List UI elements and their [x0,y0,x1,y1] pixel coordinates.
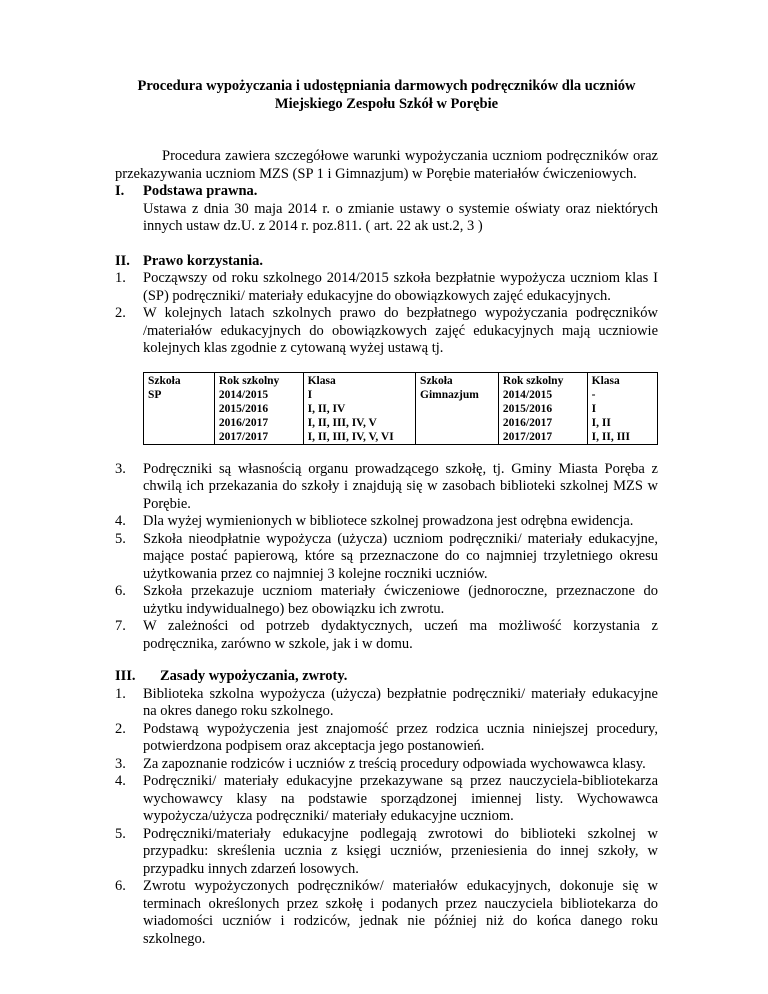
sp-class-cell [303,372,415,444]
sp-class-value: I, II, III, IV, V [307,416,377,429]
list-item [115,686,658,721]
list-item-text: Biblioteka szkolna wypożycza (użycza) bezpłatnie podręczniki/ materiały edukacyjne na okres danego roku szkolnego. [143,685,658,719]
section-3-list [115,686,658,949]
section-1-title: Podstawa prawna. [143,183,258,199]
list-item-text: Podręczniki/ materiały edukacyjne przekazywane są przez nauczyciela-bibliotekarza wychowawcy klasy na podstawie sporządzonej imiennej listy. Wychowawca wypożycza/użycza podręczniki/ materiały edukacyjne uczniom. [143,773,658,824]
gim-year-header: Rok szkolny [502,374,564,387]
list-item-number: 2. [115,720,126,737]
list-item-number: 4. [115,773,126,789]
list-item [115,721,658,756]
title-line-2: Miejskiego Zespołu Szkół w Porębie [274,95,499,112]
list-item-text: Dla wyżej wymienionych w bibliotece szkolnej prowadzona jest odrębna ewidencja. [143,513,634,529]
gim-school-name: Gimnazjum [420,388,479,401]
list-item-text: Za zapoznanie rodziców i uczniów z treścią procedury odpowiada wychowawca klasy. [143,755,646,772]
list-item-number: 7. [115,618,126,634]
list-item-text: Podręczniki/materiały edukacyjne podlegają zwrotowi do biblioteki szkolnej w przypadku: skreślenia ucznia z księgi uczniów, przeniesienia do innej szkoły, w przypadku innych zdarzeń losowych. [143,825,658,877]
list-item [115,305,658,358]
gim-class-value: I [591,402,597,415]
section-3-title: Zasady wypożyczania, zwroty. [160,668,348,684]
gim-year-value: 2014/2015 [502,388,553,401]
list-item [115,773,658,826]
list-item [115,513,658,531]
sp-school-cell [144,372,215,444]
sp-class-header: Klasa [307,374,336,387]
list-item-number: 1. [115,270,126,286]
gim-year-value: 2016/2017 [502,416,553,429]
sp-year-value: 2015/2016 [218,402,269,415]
sp-year-value: 2016/2017 [218,416,269,429]
sp-school-name: SP [148,388,162,401]
section-1-text: Ustawa z dnia 30 maja 2014 r. o zmianie ustawy o systemie oświaty oraz niektórych innych ustaw dz.U. z 2014 r. poz.811. ( art. 22 ak ust.2, 3 ) [143,200,658,234]
gim-year-cell [498,372,587,444]
gim-class-value: - [591,388,596,401]
section-2-title: Prawo korzystania. [143,252,264,269]
section-3-heading [115,668,658,686]
section-1-number: I. [115,183,125,199]
gim-year-value: 2015/2016 [502,402,553,415]
section-2-heading [115,253,658,271]
section-3-number: III. [115,668,136,684]
list-item [115,618,658,653]
list-item [115,583,658,618]
sp-class-value: I, II, III, IV, V, VI [307,430,394,443]
sp-class-value: I [307,388,313,401]
sp-year-cell [214,372,303,444]
table-row [144,372,658,444]
gim-school-header: Szkoła [420,374,453,387]
list-item [115,756,658,774]
list-item-number: 6. [115,878,126,894]
gim-year-value: 2017/2017 [502,430,553,443]
section-2-number: II. [115,252,130,269]
list-item-text: W kolejnych latach szkolnych prawo do bezpłatnego wypożyczania podręczników /materiałów edukacyjnych do obowiązkowych zajęć edukacyjnych mają uczniowie kolejnych klas zgodnie z cytowaną wyżej ustawą tj. [143,305,658,356]
list-item-text: Podstawą wypożyczenia jest znajomość przez rodzica ucznia niniejszej procedury, potwierdzona podpisem oraz akceptacja jego postanowień. [143,720,658,754]
list-item-text: Podręczniki są własnością organu prowadzącego szkołę, tj. Gminy Miasta Poręba z chwilą ich przekazania do szkoły i znajdują się w zasobach biblioteki szkolnej MZS w Porębie. [143,460,658,512]
gim-class-value: I, II [591,416,611,429]
list-item-number: 5. [115,530,126,547]
list-item [115,878,658,948]
gim-class-header: Klasa [591,374,620,387]
list-item [115,826,658,879]
document-title [115,78,658,113]
section-2 [115,253,658,654]
title-line-1: Procedura wypożyczania i udostępniania darmowych podręczników dla uczniów [137,78,636,94]
section-2-list-b [115,461,658,654]
section-1-heading [115,183,658,201]
list-item-number: 3. [115,460,126,477]
sp-year-value: 2017/2017 [218,430,269,443]
sp-year-value: 2014/2015 [218,388,269,401]
intro-paragraph: Procedura zawiera szczegółowe warunki wypożyczania uczniom podręczników oraz przekazywania uczniom MZS (SP 1 i Gimnazjum) w Porębie materiałów ćwiczeniowych. [115,148,658,182]
list-item-number: 3. [115,755,126,772]
section-1 [115,183,658,236]
list-item-text: Szkoła przekazuje uczniom materiały ćwiczeniowe (jednoroczne, przeznaczone do użytku indywidualnego) bez obowiązku ich zwrotu. [143,583,658,617]
gim-class-cell [587,372,657,444]
sp-school-header: Szkoła [148,374,181,387]
list-item-number: 4. [115,513,126,529]
sp-year-header: Rok szkolny [218,374,280,387]
list-item [115,461,658,514]
list-item [115,270,658,305]
section-3 [115,668,658,948]
list-item-text: Począwszy od roku szkolnego 2014/2015 szkoła bezpłatnie wypożycza uczniom klas I (SP) podręczniki/ materiały edukacyjne do obowiązkowych zajęć edukacyjnych. [143,270,658,304]
list-item-number: 2. [115,305,126,321]
list-item-number: 1. [115,685,126,702]
list-item-text: Szkoła nieodpłatnie wypożycza (użycza) uczniom podręczniki/ materiały edukacyjne, mające postać papierową, które są przeznaczone do co najmniej trzyletniego okresu użytkowania przez co najmniej 3 kolejne roczniki uczniów. [143,530,658,582]
list-item-number: 6. [115,583,126,599]
gim-class-value: I, II, III [591,430,630,443]
list-item-text: W zależności od potrzeb dydaktycznych, uczeń ma możliwość korzystania z podręcznika, zarówno w szkole, jak i w domu. [143,618,658,652]
list-item-text: Zwrotu wypożyczonych podręczników/ materiałów edukacyjnych, dokonuje się w terminach określonych przez szkołę i podanych przez nauczyciela bibliotekarza do wiadomości uczniów i rodziców, jednak nie później niż do końca danego roku szkolnego. [143,878,658,947]
gim-school-cell [416,372,499,444]
schedule-table [143,372,658,445]
section-2-list-a [115,270,658,358]
list-item-number: 5. [115,825,126,842]
sp-class-value: I, II, IV [307,402,346,415]
list-item [115,531,658,584]
